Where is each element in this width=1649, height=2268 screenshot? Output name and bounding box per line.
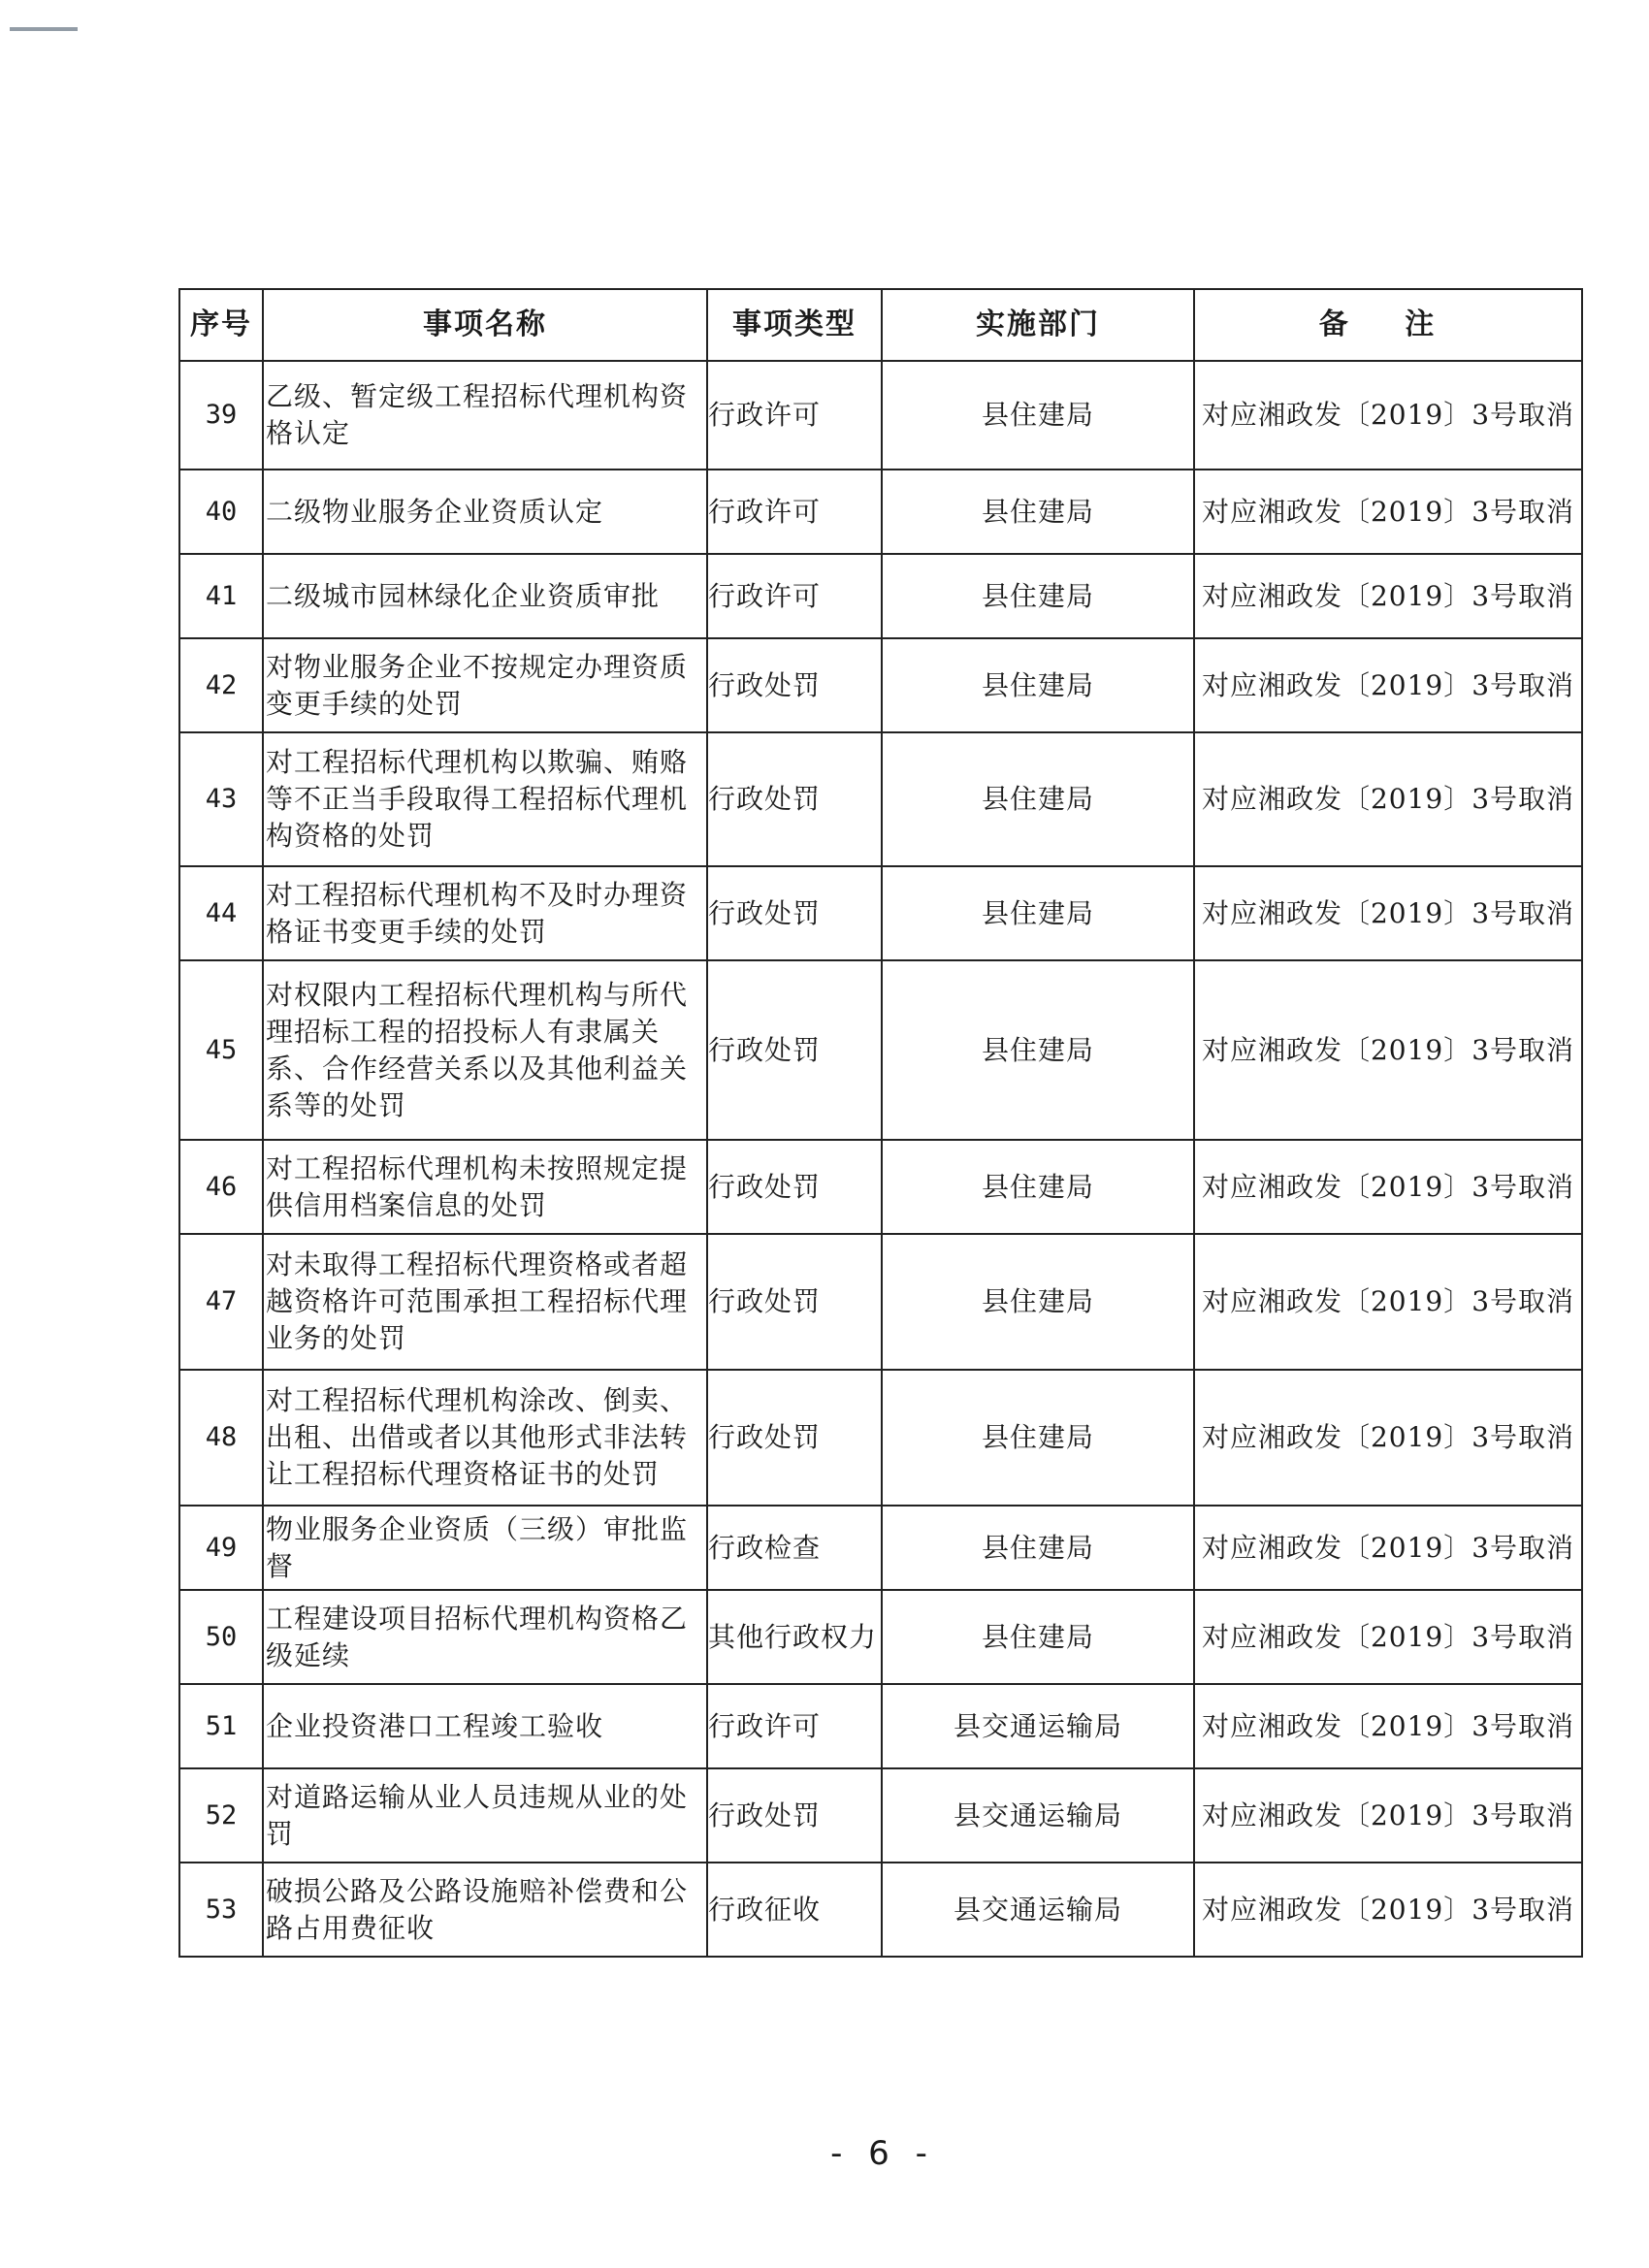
cell-seq: 47 [179,1234,263,1370]
cell-type: 行政处罚 [707,1234,882,1370]
cell-note: 对应湘政发〔2019〕3号取消 [1194,1768,1582,1863]
table-row [179,638,1582,732]
cell-seq: 51 [179,1684,263,1768]
cell-note: 对应湘政发〔2019〕3号取消 [1194,866,1582,960]
cell-seq: 44 [179,866,263,960]
cell-note: 对应湘政发〔2019〕3号取消 [1194,1684,1582,1768]
cell-seq: 45 [179,960,263,1140]
cell-note: 对应湘政发〔2019〕3号取消 [1194,554,1582,638]
cell-dept: 县住建局 [882,1140,1194,1234]
scan-artifact [10,27,78,31]
cell-seq: 39 [179,361,263,470]
cell-dept: 县住建局 [882,866,1194,960]
cell-dept: 县交通运输局 [882,1684,1194,1768]
cell-seq: 46 [179,1140,263,1234]
cell-name: 工程建设项目招标代理机构资格乙级延续 [263,1590,707,1684]
cell-type: 行政检查 [707,1506,882,1590]
cell-seq: 42 [179,638,263,732]
page-number: - 6 - [830,2134,935,2173]
cell-dept: 县住建局 [882,1590,1194,1684]
cell-name: 物业服务企业资质（三级）审批监督 [263,1506,707,1590]
cell-seq: 50 [179,1590,263,1684]
items-table [178,288,1583,1958]
header-name: 事项名称 [263,289,707,361]
items-table-container [178,288,1581,1958]
cell-type: 行政许可 [707,1684,882,1768]
cell-name: 对未取得工程招标代理资格或者超越资格许可范围承担工程招标代理业务的处罚 [263,1234,707,1370]
cell-name: 破损公路及公路设施赔补偿费和公路占用费征收 [263,1863,707,1957]
cell-name: 对道路运输从业人员违规从业的处罚 [263,1768,707,1863]
cell-note: 对应湘政发〔2019〕3号取消 [1194,1140,1582,1234]
cell-seq: 43 [179,732,263,866]
header-dept: 实施部门 [882,289,1194,361]
cell-dept: 县住建局 [882,960,1194,1140]
cell-dept: 县住建局 [882,1506,1194,1590]
cell-note: 对应湘政发〔2019〕3号取消 [1194,960,1582,1140]
cell-note: 对应湘政发〔2019〕3号取消 [1194,732,1582,866]
cell-seq: 52 [179,1768,263,1863]
cell-note: 对应湘政发〔2019〕3号取消 [1194,1590,1582,1684]
cell-name: 对工程招标代理机构以欺骗、贿赂等不正当手段取得工程招标代理机构资格的处罚 [263,732,707,866]
cell-name: 乙级、暂定级工程招标代理机构资格认定 [263,361,707,470]
table-row [179,1506,1582,1590]
header-seq: 序号 [179,289,263,361]
cell-type: 行政处罚 [707,1370,882,1506]
cell-type: 行政处罚 [707,866,882,960]
table-row [179,1234,1582,1370]
cell-dept: 县住建局 [882,361,1194,470]
cell-seq: 40 [179,470,263,554]
header-note: 备 注 [1194,289,1582,361]
cell-dept: 县交通运输局 [882,1863,1194,1957]
table-row [179,1768,1582,1863]
cell-dept: 县住建局 [882,732,1194,866]
table-row [179,1140,1582,1234]
cell-name: 对权限内工程招标代理机构与所代理招标工程的招投标人有隶属关系、合作经营关系以及其他利益关系等的处罚 [263,960,707,1140]
table-row [179,1863,1582,1957]
table-header-row [179,289,1582,361]
cell-name: 对工程招标代理机构涂改、倒卖、出租、出借或者以其他形式非法转让工程招标代理资格证书的处罚 [263,1370,707,1506]
cell-dept: 县住建局 [882,1234,1194,1370]
table-row [179,361,1582,470]
cell-dept: 县住建局 [882,638,1194,732]
cell-dept: 县住建局 [882,1370,1194,1506]
cell-type: 行政许可 [707,470,882,554]
cell-name: 对物业服务企业不按规定办理资质变更手续的处罚 [263,638,707,732]
cell-type: 行政处罚 [707,960,882,1140]
cell-name: 对工程招标代理机构不及时办理资格证书变更手续的处罚 [263,866,707,960]
cell-seq: 48 [179,1370,263,1506]
table-row [179,470,1582,554]
cell-dept: 县住建局 [882,470,1194,554]
cell-name: 对工程招标代理机构未按照规定提供信用档案信息的处罚 [263,1140,707,1234]
cell-note: 对应湘政发〔2019〕3号取消 [1194,361,1582,470]
table-row [179,732,1582,866]
cell-dept: 县住建局 [882,554,1194,638]
table-row [179,554,1582,638]
cell-seq: 41 [179,554,263,638]
cell-type: 行政处罚 [707,732,882,866]
cell-type: 其他行政权力 [707,1590,882,1684]
cell-type: 行政许可 [707,554,882,638]
cell-note: 对应湘政发〔2019〕3号取消 [1194,1370,1582,1506]
cell-dept: 县交通运输局 [882,1768,1194,1863]
table-row [179,1590,1582,1684]
cell-type: 行政征收 [707,1863,882,1957]
table-row [179,866,1582,960]
header-type: 事项类型 [707,289,882,361]
cell-name: 企业投资港口工程竣工验收 [263,1684,707,1768]
cell-type: 行政处罚 [707,1768,882,1863]
cell-type: 行政处罚 [707,638,882,732]
cell-note: 对应湘政发〔2019〕3号取消 [1194,470,1582,554]
cell-note: 对应湘政发〔2019〕3号取消 [1194,638,1582,732]
cell-type: 行政许可 [707,361,882,470]
table-row [179,1370,1582,1506]
cell-seq: 49 [179,1506,263,1590]
table-row [179,1684,1582,1768]
cell-note: 对应湘政发〔2019〕3号取消 [1194,1234,1582,1370]
cell-note: 对应湘政发〔2019〕3号取消 [1194,1506,1582,1590]
cell-name: 二级城市园林绿化企业资质审批 [263,554,707,638]
cell-seq: 53 [179,1863,263,1957]
cell-name: 二级物业服务企业资质认定 [263,470,707,554]
cell-note: 对应湘政发〔2019〕3号取消 [1194,1863,1582,1957]
cell-type: 行政处罚 [707,1140,882,1234]
table-row [179,960,1582,1140]
